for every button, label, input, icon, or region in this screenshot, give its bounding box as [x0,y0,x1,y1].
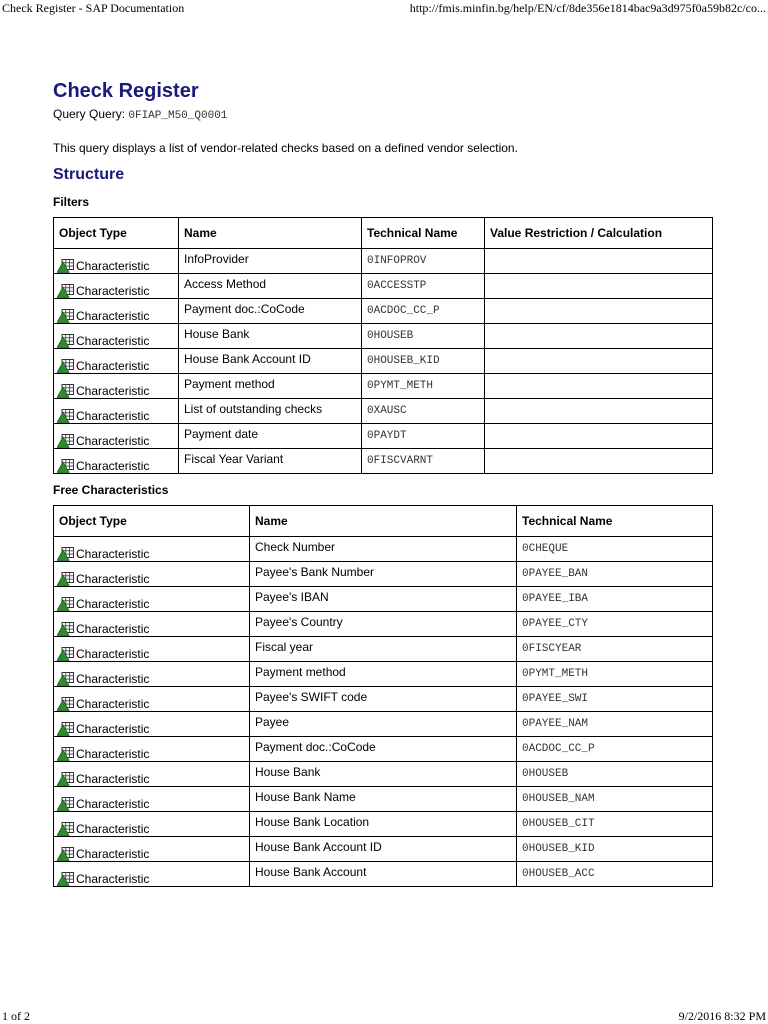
cell-name: Access Method [179,274,362,299]
cell-technical-name: 0CHEQUE [517,537,713,562]
object-type-label: Characteristic [76,409,150,423]
cell-name: Payment method [250,662,517,687]
characteristic-grid-icon [57,797,74,811]
characteristic-grid-icon [57,872,74,886]
characteristic-grid-icon [57,572,74,586]
table-row [54,249,713,274]
cell-object-type [54,349,179,374]
filters-header-row [54,218,713,249]
cell-technical-name: 0ACDOC_CC_P [362,299,485,324]
cell-value [485,374,713,399]
free-characteristics-body [54,537,713,887]
cell-object-type [54,562,250,587]
cell-name: InfoProvider [179,249,362,274]
cell-name: Payee's IBAN [250,587,517,612]
cell-object-type [54,612,250,637]
characteristic-grid-icon [57,747,74,761]
cell-technical-name: 0XAUSC [362,399,485,424]
object-type-label: Characteristic [76,747,150,761]
characteristic-grid-icon [57,622,74,636]
characteristic-grid-icon [57,409,74,423]
object-type-label: Characteristic [76,434,150,448]
characteristic-grid-icon [57,547,74,561]
page-number: 1 of 2 [2,1009,30,1023]
characteristic-grid-icon [57,722,74,736]
cell-technical-name: 0FISCVARNT [362,449,485,474]
column-header-name: Name [179,218,362,249]
characteristic-grid-icon [57,597,74,611]
cell-object-type [54,637,250,662]
cell-name: Payment doc.:CoCode [250,737,517,762]
column-header-technical-name: Technical Name [517,506,713,537]
cell-name: Fiscal Year Variant [179,449,362,474]
cell-technical-name: 0PAYEE_NAM [517,712,713,737]
cell-technical-name: 0HOUSEB_ACC [517,862,713,887]
document-content [53,78,711,887]
object-type-label: Characteristic [76,722,150,736]
cell-name: House Bank Account ID [179,349,362,374]
cell-value [485,424,713,449]
cell-object-type [54,787,250,812]
cell-value [485,349,713,374]
cell-object-type [54,449,179,474]
table-row [54,612,713,637]
cell-object-type [54,374,179,399]
object-type-label: Characteristic [76,359,150,373]
cell-name: Fiscal year [250,637,517,662]
cell-object-type [54,812,250,837]
cell-technical-name: 0PYMT_METH [362,374,485,399]
table-row [54,562,713,587]
characteristic-grid-icon [57,697,74,711]
object-type-label: Characteristic [76,259,150,273]
characteristic-grid-icon [57,259,74,273]
free-characteristics-heading: Free Characteristics [53,483,169,497]
cell-name: House Bank Account [250,862,517,887]
free-characteristics-table [53,505,713,887]
cell-name: Check Number [250,537,517,562]
cell-name: Payment date [179,424,362,449]
cell-value [485,249,713,274]
cell-name: Payee's Bank Number [250,562,517,587]
print-header-url: http://fmis.minfin.bg/help/EN/cf/8de356e1814bac9a3d975f0a59b82c/co... [409,1,766,15]
filters-body [54,249,713,474]
cell-object-type [54,324,179,349]
cell-object-type [54,737,250,762]
table-row [54,862,713,887]
column-header-name: Name [250,506,517,537]
table-row [54,737,713,762]
cell-technical-name: 0INFOPROV [362,249,485,274]
print-header-title: Check Register - SAP Documentation [2,1,185,15]
table-row [54,787,713,812]
table-row [54,449,713,474]
page-title: Check Register [53,80,199,102]
cell-technical-name: 0PAYDT [362,424,485,449]
column-header-value-restriction: Value Restriction / Calculation [485,218,713,249]
cell-object-type [54,662,250,687]
cell-value [485,324,713,349]
cell-technical-name: 0HOUSEB_KID [517,837,713,862]
print-datetime: 9/2/2016 8:32 PM [678,1009,766,1023]
table-row [54,762,713,787]
table-row [54,274,713,299]
query-id: 0FIAP_M50_Q0001 [128,110,228,122]
cell-object-type [54,862,250,887]
cell-name: Payee's SWIFT code [250,687,517,712]
object-type-label: Characteristic [76,797,150,811]
column-header-technical-name: Technical Name [362,218,485,249]
table-row [54,587,713,612]
cell-object-type [54,249,179,274]
cell-object-type [54,299,179,324]
table-row [54,712,713,737]
object-type-label: Characteristic [76,459,150,473]
table-row [54,374,713,399]
cell-object-type [54,687,250,712]
cell-technical-name: 0FISCYEAR [517,637,713,662]
cell-technical-name: 0HOUSEB_CIT [517,812,713,837]
object-type-label: Characteristic [76,772,150,786]
object-type-label: Characteristic [76,572,150,586]
object-type-label: Characteristic [76,309,150,323]
cell-technical-name: 0PYMT_METH [517,662,713,687]
table-row [54,637,713,662]
object-type-label: Characteristic [76,622,150,636]
cell-object-type [54,399,179,424]
cell-technical-name: 0ACCESSTP [362,274,485,299]
object-type-label: Characteristic [76,597,150,611]
cell-name: House Bank [250,762,517,787]
cell-value [485,299,713,324]
query-description: This query displays a list of vendor-related checks based on a defined vendor selection. [53,141,518,155]
cell-technical-name: 0PAYEE_CTY [517,612,713,637]
cell-value [485,449,713,474]
cell-name: Payment doc.:CoCode [179,299,362,324]
object-type-label: Characteristic [76,284,150,298]
cell-value [485,274,713,299]
cell-object-type [54,762,250,787]
column-header-object-type: Object Type [54,218,179,249]
characteristic-grid-icon [57,459,74,473]
cell-object-type [54,537,250,562]
table-row [54,349,713,374]
cell-technical-name: 0HOUSEB_KID [362,349,485,374]
cell-name: Payment method [179,374,362,399]
cell-technical-name: 0PAYEE_SWI [517,687,713,712]
cell-technical-name: 0HOUSEB [517,762,713,787]
cell-name: House Bank Name [250,787,517,812]
table-row [54,424,713,449]
table-row [54,662,713,687]
object-type-label: Characteristic [76,697,150,711]
table-row [54,399,713,424]
characteristic-grid-icon [57,434,74,448]
cell-name: House Bank Account ID [250,837,517,862]
cell-object-type [54,587,250,612]
table-row [54,812,713,837]
characteristic-grid-icon [57,672,74,686]
free-characteristics-header-row [54,506,713,537]
object-type-label: Characteristic [76,872,150,886]
table-row [54,299,713,324]
cell-technical-name: 0ACDOC_CC_P [517,737,713,762]
characteristic-grid-icon [57,334,74,348]
characteristic-grid-icon [57,847,74,861]
filters-heading: Filters [53,195,90,209]
characteristic-grid-icon [57,384,74,398]
print-header [0,0,768,16]
table-row [54,837,713,862]
characteristic-grid-icon [57,284,74,298]
cell-name: Payee [250,712,517,737]
print-footer [0,1008,768,1024]
object-type-label: Characteristic [76,547,150,561]
cell-technical-name: 0HOUSEB [362,324,485,349]
cell-value [485,399,713,424]
object-type-label: Characteristic [76,822,150,836]
cell-object-type [54,274,179,299]
column-header-object-type: Object Type [54,506,250,537]
table-row [54,537,713,562]
characteristic-grid-icon [57,359,74,373]
cell-object-type [54,837,250,862]
object-type-label: Characteristic [76,384,150,398]
characteristic-grid-icon [57,309,74,323]
table-row [54,687,713,712]
cell-object-type [54,712,250,737]
cell-name: House Bank Location [250,812,517,837]
query-label: Query Query: [53,107,126,121]
object-type-label: Characteristic [76,847,150,861]
query-line [53,106,711,124]
cell-name: Payee's Country [250,612,517,637]
characteristic-grid-icon [57,822,74,836]
characteristic-grid-icon [57,772,74,786]
table-row [54,324,713,349]
cell-object-type [54,424,179,449]
cell-name: House Bank [179,324,362,349]
object-type-label: Characteristic [76,334,150,348]
filters-table [53,217,713,474]
object-type-label: Characteristic [76,672,150,686]
cell-technical-name: 0PAYEE_BAN [517,562,713,587]
cell-technical-name: 0HOUSEB_NAM [517,787,713,812]
characteristic-grid-icon [57,647,74,661]
cell-technical-name: 0PAYEE_IBA [517,587,713,612]
object-type-label: Characteristic [76,647,150,661]
cell-name: List of outstanding checks [179,399,362,424]
section-title-structure: Structure [53,166,125,183]
